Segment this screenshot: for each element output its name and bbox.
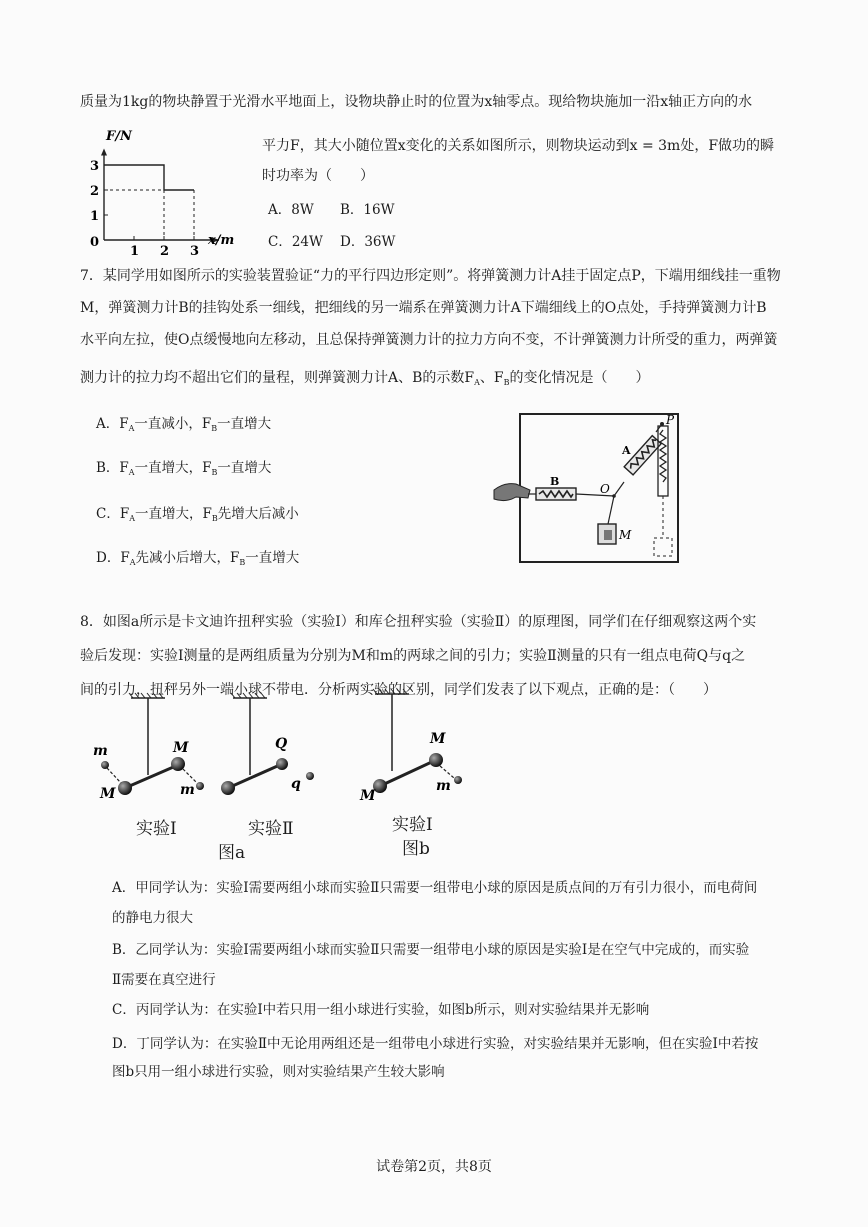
q8-option-d-line2: 图b只用一组小球进行实验，则对实验结果产生较大影响 [112,1064,445,1080]
x-tick-label: 3 [190,244,200,256]
q8-option-a-line1: A．甲同学认为：实验Ⅰ需要两组小球而实验Ⅱ只需要一组带电小球的原因是质点间的万有引力很小，而电荷间 [112,880,758,896]
x-tick-label: 1 [130,244,140,256]
q7-apparatus-figure [490,410,700,570]
q8-line3: 间的引力，扭秤另外一端小球不带电．分析两实验的区别，同学们发表了以下观点，正确的是：（ ） [80,682,717,698]
exp1b-caption: 实验Ⅰ [392,815,433,835]
q7-sub-a: A [474,378,480,387]
exp2-label-q: q [291,776,301,792]
q7-line4-post: 的变化情况是（ ） [509,370,650,386]
q7-line1: 7．某同学用如图所示的实验装置验证“力的平行四边形定则”。将弹簧测力计A挂于固定点P，下端用细线挂一重物 [80,268,781,284]
q6-option-b: B．16W [340,202,395,218]
label-m: M [619,528,632,542]
page-footer: 试卷第2页，共8页 [376,1159,492,1175]
exp2-label-Q: Q [275,736,288,752]
q7-line4 [80,368,650,393]
force-series-line [104,165,194,190]
spring-balance-b [536,488,576,500]
label-a: A [622,444,631,457]
q6-option-a: A．8W [268,202,314,218]
x-axis-label: x/m [208,233,235,248]
fig-b-caption: 图b [402,839,430,859]
q6-option-d: D．36W [340,234,396,250]
x-tick-label: 2 [160,244,170,256]
q7-option-b: B．$F_A$一直增大，$F_B$一直增大 [96,460,272,477]
y-axis-arrow [101,149,107,156]
exp1-label-m: m [180,782,195,798]
q7-line4-pre: 测力计的拉力均不超出它们的量程，则弹簧测力计A、B的示数F [80,370,475,386]
q6-option-c: C．24W [268,234,323,250]
exp1b-label-m: m [436,778,451,794]
y-axis-label: F/N [106,129,132,144]
y-tick-label: 2 [90,184,100,199]
q7-line3: 水平向左拉，使O点缓慢地向左移动，且总保持弹簧测力计的拉力方向不变，不计弹簧测力计所受的重力，两弹簧 [80,332,778,348]
q7-line4-mid: 、F [479,370,504,386]
q6-stem-line3: 时功率为（ ） [262,168,374,184]
exp1-apparatus [101,693,204,795]
fig-a-caption: 图a [218,843,246,863]
label-o: O [600,482,610,496]
q8-line2: 验后发现：实验Ⅰ测量的是两组质量为分别为M和m的两球之间的引力；实验Ⅱ测量的只有一组点电荷Q与q之 [80,648,746,664]
q7-option-d: D．$F_A$先减小后增大，$F_B$一直增大 [96,550,300,567]
label-b: B [550,475,560,488]
y-tick-label: 3 [90,159,100,174]
q7-sub-b: B [503,378,510,387]
q7-option-a: A．$F_A$一直减小，$F_B$一直增大 [96,416,272,433]
q6-force-graph [78,126,258,256]
q7-line2: M，弹簧测力计B的挂钩处系一细线，把细线的另一端系在弹簧测力计A下端细线上的O点处，手持弹簧测力计B [80,300,767,316]
exp2-caption: 实验Ⅱ [248,819,294,839]
q8-option-a-line2: 的静电力很大 [112,910,193,926]
q8-option-b-line1: B．乙同学认为：实验Ⅰ需要两组小球而实验Ⅱ只需要一组带电小球的原因是实验Ⅰ是在空气中完成的，而实验 [112,942,750,958]
label-p: P [666,413,675,427]
q7-option-c: C．$F_A$一直增大，$F_B$先增大后减小 [96,506,299,523]
q8-line1: 8．如图a所示是卡文迪许扭秤实验（实验Ⅰ）和库仑扭秤实验（实验Ⅱ）的原理图，同学们在仔细观察这两个实 [80,614,757,630]
y-tick-label: 1 [90,209,100,224]
exp1-label-M: M [100,786,116,802]
q8-option-c: C．丙同学认为：在实验Ⅰ中若只用一组小球进行实验，如图b所示，则对实验结果并无影响 [112,1002,650,1018]
exp1-caption: 实验Ⅰ [136,819,177,839]
q8-option-b-line2: Ⅱ需要在真空进行 [112,972,216,988]
origin-label: 0 [90,235,100,250]
q6-stem-line2: 平力F，其大小随位置x变化的关系如图所示，则物块运动到x = 3m处，F做功的瞬 [262,138,775,154]
hand-icon [494,484,530,501]
q6-stem-line1: 质量为1kg的物块静置于光滑水平地面上，设物块静止时的位置为x轴零点。现给物块施加一沿x轴正方向的水 [80,94,753,110]
exp1b-label-M-big: M [430,731,446,747]
exp1-label-M-big: M [173,740,189,756]
exp1b-label-M: M [360,788,376,804]
exp1-label-m-small: m [93,743,108,759]
q8-option-d-line1: D．丁同学认为：在实验Ⅱ中无论用两组还是一组带电小球进行实验，对实验结果并无影响，但在实验Ⅰ中若按 [112,1036,759,1052]
